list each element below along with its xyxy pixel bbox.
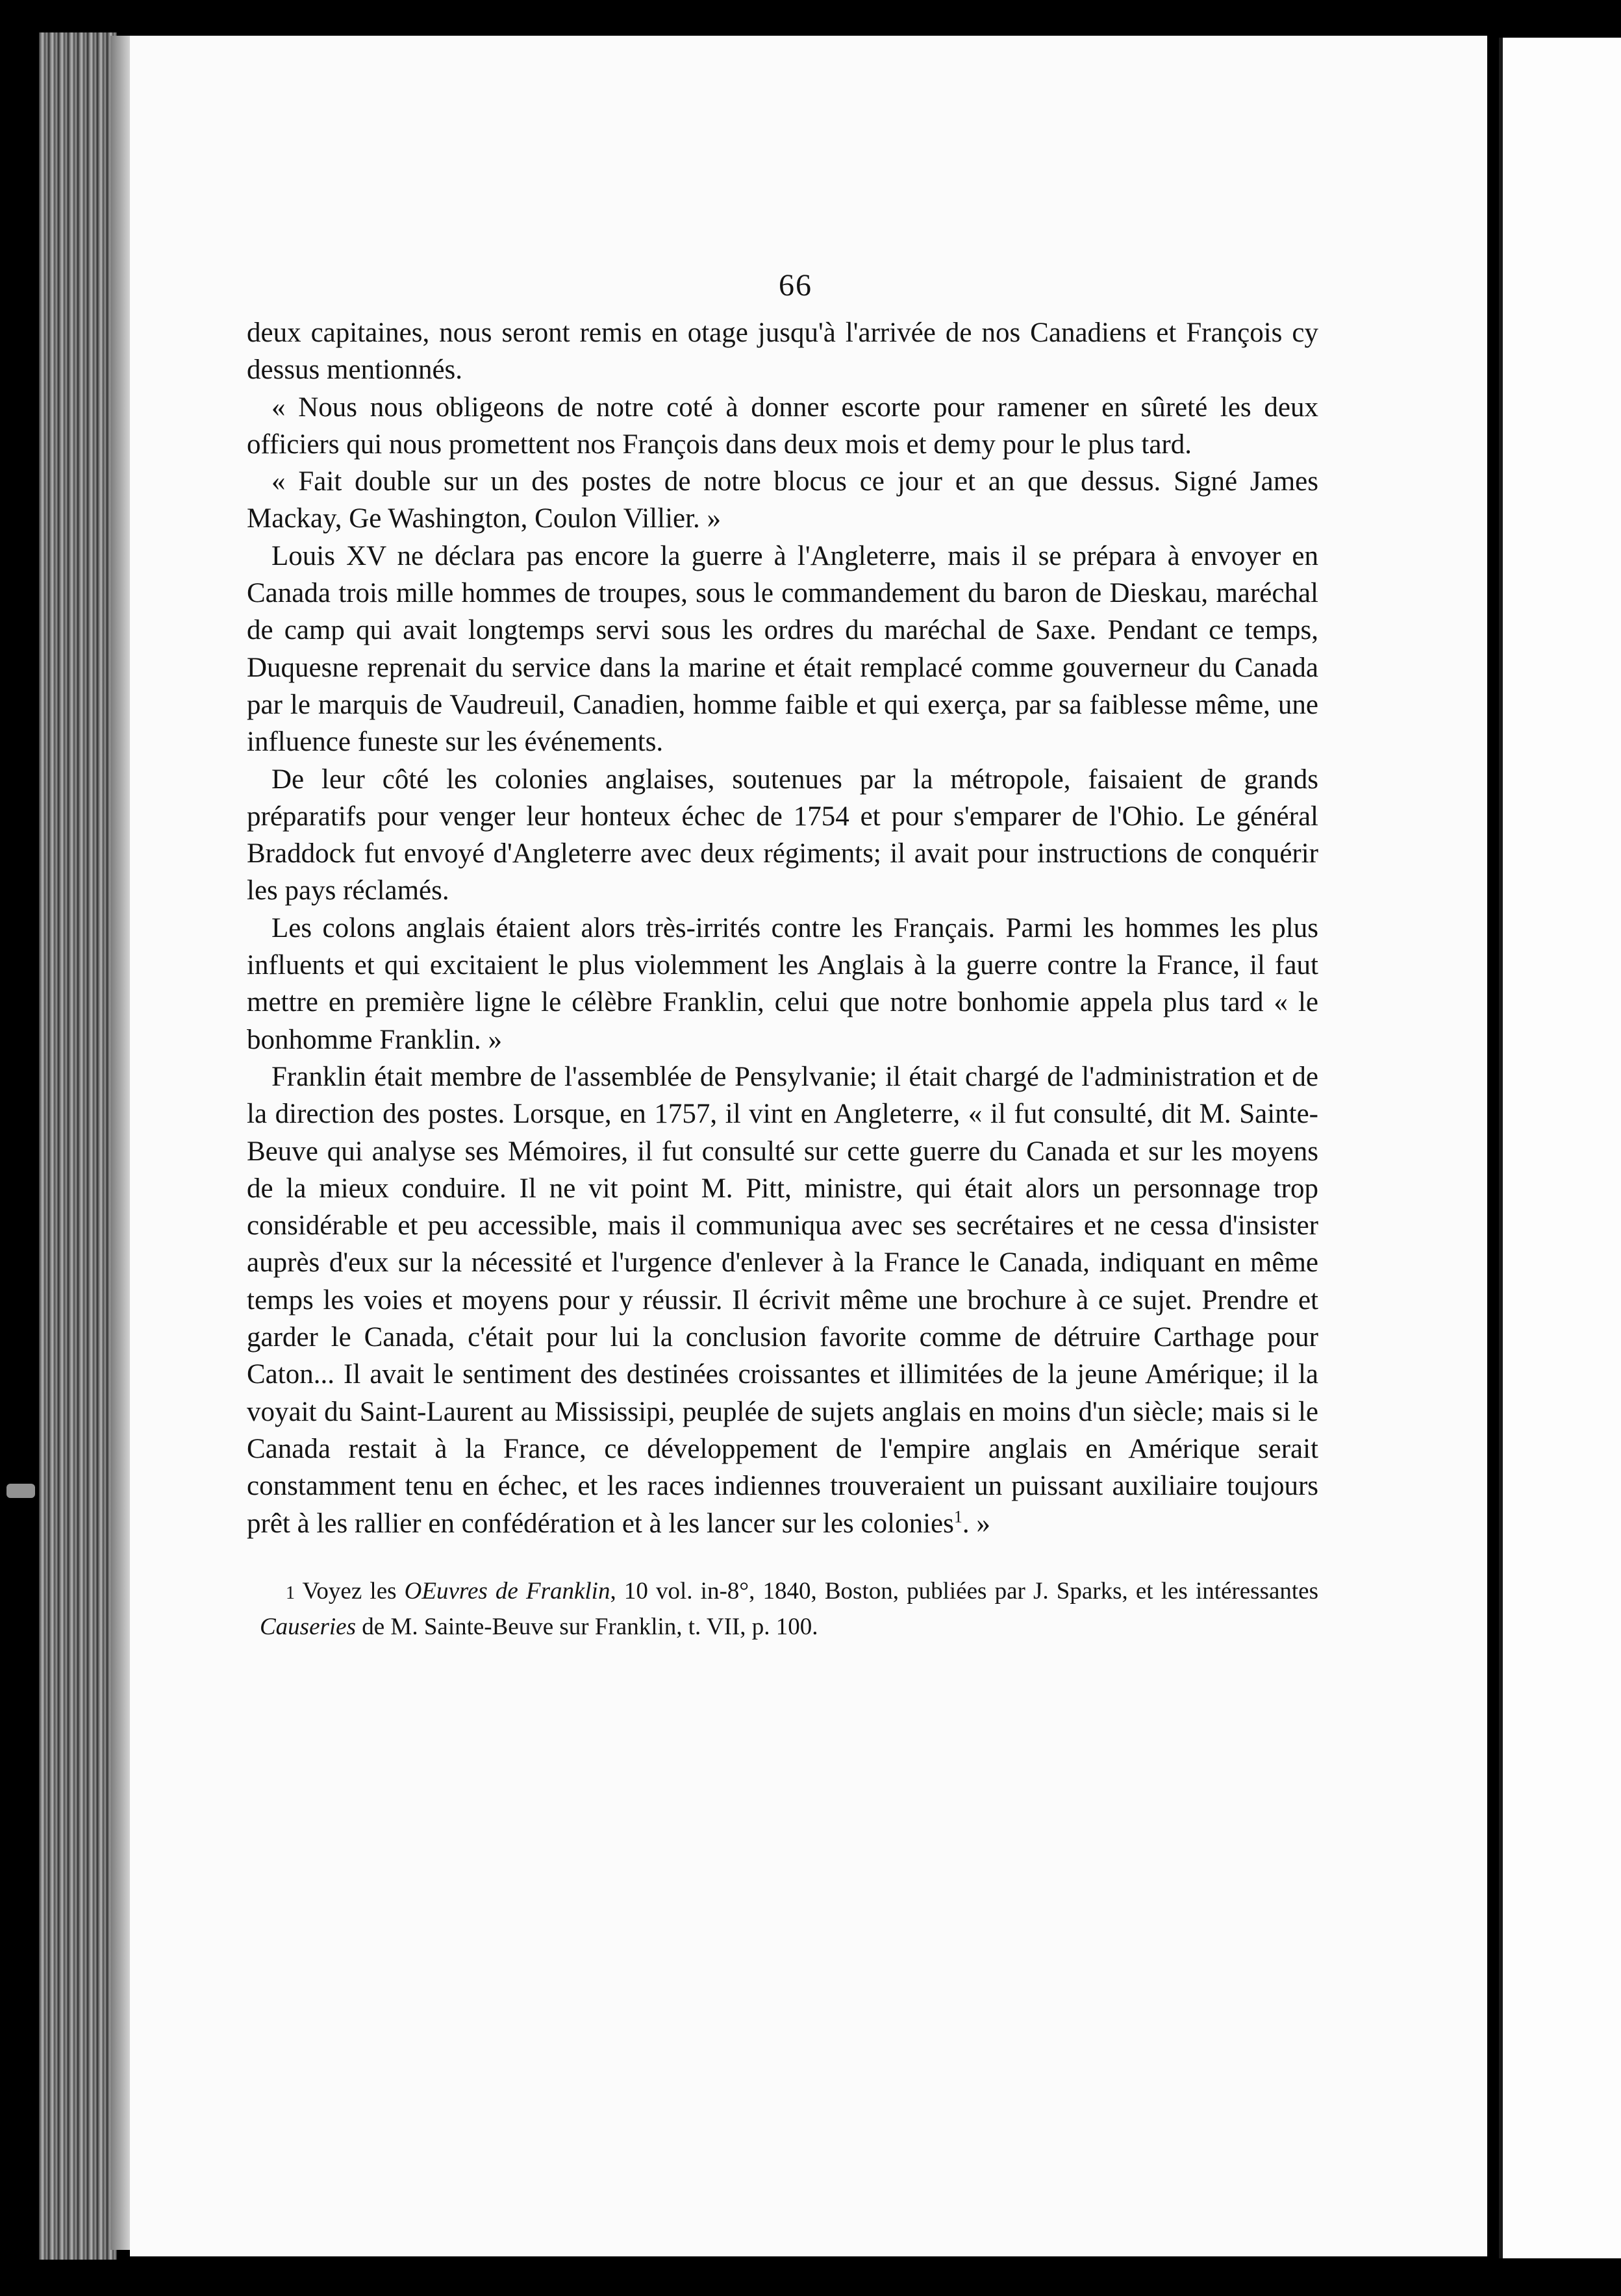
paragraph: Les colons anglais étaient alors très-irrités contre les Français. Parmi les hommes les plus influents et qui excitaient le plus violemment les Anglais à la guerre contre la France, il faut mettre en première ligne le célèbre Franklin, celui que notre bonhomie appela plus tard « le bonhomme Franklin. » bbox=[247, 912, 1318, 1055]
paragraph-closing: . » bbox=[962, 1508, 990, 1539]
book-binding-edge bbox=[39, 32, 117, 2260]
adjacent-page-edge bbox=[1499, 38, 1621, 2258]
page-text-block bbox=[247, 266, 1318, 1644]
footnote-reference: 1 bbox=[953, 1507, 962, 1527]
page-clip-mark bbox=[6, 1484, 35, 1498]
footnote-text: de M. Sainte-Beuve sur Franklin, t. VII, p. 100. bbox=[356, 1613, 818, 1640]
paragraph: deux capitaines, nous seront remis en otage jusqu'à l'arrivée de nos Canadiens et François cy dessus mentionnés. bbox=[247, 318, 1318, 386]
footnote-text: , 10 vol. in-8°, 1840, Boston, publiées par J. Sparks, et les intéressantes bbox=[610, 1577, 1319, 1604]
footnote bbox=[260, 1575, 1318, 1644]
paragraph: De leur côté les colonies anglaises, soutenues par la métropole, faisaient de grands préparatifs pour venger leur honteux échec de 1754 et pour s'emparer de l'Ohio. Le général Braddock fut envoyé d'Angleterre avec deux régiments; il avait pour instructions de conquérir les pays réclamés. bbox=[247, 764, 1318, 906]
page-number: 66 bbox=[779, 268, 812, 303]
footnote-text: Voyez les bbox=[295, 1577, 405, 1604]
paragraph: Louis XV ne déclara pas encore la guerre à l'Angleterre, mais il se prépara à envoyer en Canada trois mille hommes de troupes, sous le commandement du baron de Dieskau, maréchal de camp qui avait longtemps servi sous les ordres du maréchal de Saxe. Pendant ce temps, Duquesne reprenait du service dans la marine et était remplacé comme gouverneur du Canada par le marquis de Vaudreuil, Canadien, homme faible et qui exerça, par sa faiblesse même, une influence funeste sur les événements. bbox=[247, 540, 1318, 758]
paragraph-with-footnote bbox=[247, 1058, 1318, 1542]
footnote-title: Causeries bbox=[260, 1613, 356, 1640]
footnote-title: OEuvres de Franklin bbox=[404, 1577, 610, 1604]
paragraph: « Nous nous obligeons de notre coté à donner escorte pour ramener en sûreté les deux officiers qui nous promettent nos François dans deux mois et demy pour le plus tard. bbox=[247, 392, 1318, 460]
paragraph: « Fait double sur un des postes de notre blocus ce jour et an que dessus. Signé James Mackay, Ge Washington, Coulon Villier. » bbox=[247, 466, 1318, 534]
paragraph-text: Franklin était membre de l'assemblée de Pensylvanie; il était chargé de l'administration et de la direction des postes. Lorsque, en 1757, il vint en Angleterre, « il fut consulté, dit M. Sainte-Beuve qui analyse ses Mémoires, il fut consulté sur cette guerre du Canada et sur les moyens de la mieux conduire. Il ne vit point M. Pitt, ministre, qui était alors un personnage trop considérable et peu accessible, mais il communiqua avec ses secrétaires et ne cessa d'insister auprès d'eux sur la nécessité et l'urgence d'enlever à la France le Canada, indiquant en même temps les voies et moyens pour y réussir. Il écrivit même une brochure à ce sujet. Prendre et garder le Canada, c'était pour lui la conclusion favorite comme de détruire Carthage pour Caton... Il avait le sentiment des destinées croissantes et illimitées de la jeune Amérique; il la voyait du Saint-Laurent au Mississipi, peuplée de sujets anglais en moins d'un siècle; mais si le Canada restait à la France, ce développement de l'empire anglais en Amérique serait constamment tenu en échec, et les races indiennes trouveraient un puissant auxiliaire toujours prêt à les rallier en confédération et à les lancer sur les colonies bbox=[247, 1061, 1318, 1539]
footnote-mark: 1 bbox=[286, 1582, 295, 1603]
